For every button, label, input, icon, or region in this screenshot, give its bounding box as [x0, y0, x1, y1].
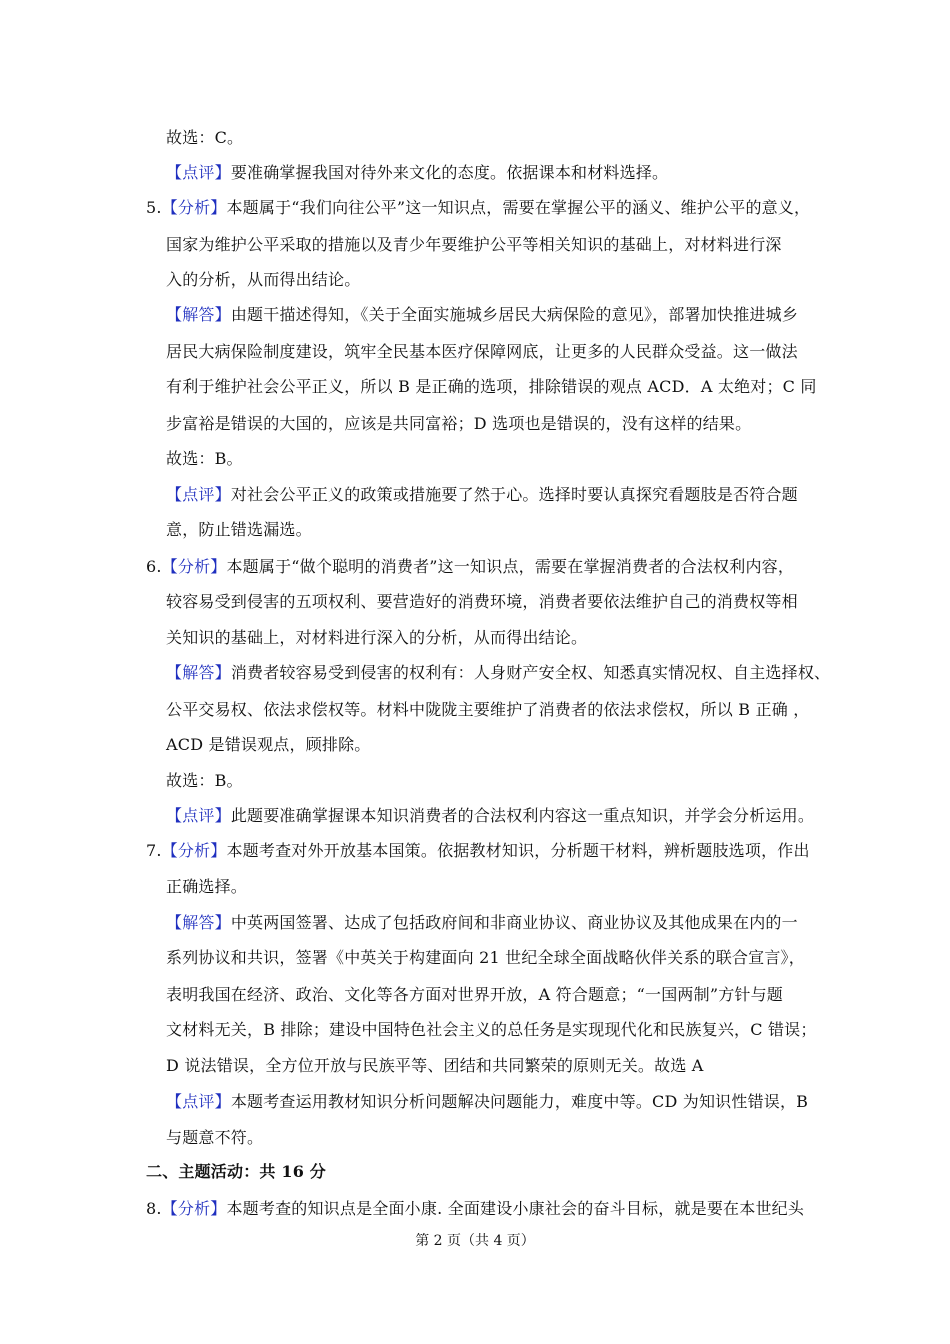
line-text: D 说法错误，全方位开放与民族平等、团结和共同繁荣的原则无关。故选 A [166, 1056, 704, 1075]
line-text: 关知识的基础上，对材料进行深入的分析，从而得出结论。 [166, 628, 588, 647]
question-number: 8. [146, 1199, 162, 1218]
text-line [146, 1199, 804, 1219]
line-text: 正确选择。 [166, 877, 248, 896]
text-line [146, 198, 810, 218]
text-line [146, 841, 810, 861]
section-tag: 【分析】 [161, 1199, 227, 1218]
line-text: ACD 是错误观点，顾排除。 [166, 735, 371, 754]
line-text: 由题干描述得知，《关于全面实施城乡居民大病保险的意见》，部署加快推进城乡 [230, 305, 799, 324]
line-text: 国家为维护公平采取的措施以及青少年要维护公平等相关知识的基础上，对材料进行深 [166, 235, 782, 254]
text-line [166, 628, 587, 648]
line-text: 表明我国在经济、政治、文化等各方面对世界开放，A 符合题意；“一国两制”方针与题 [166, 985, 784, 1004]
line-text: 公平交易权、依法求偿权等。材料中陇陇主要维护了消费者的依法求偿权，所以 B 正确 ， [166, 700, 810, 719]
page-footer: 第 2 页（共 4 页） [415, 1233, 535, 1249]
text-line [166, 485, 798, 505]
text-line [166, 1092, 808, 1112]
text-line [166, 414, 751, 434]
line-text: 本题属于“我们向往公平”这一知识点，需要在掌握公平的涵义、维护公平的意义， [226, 198, 811, 217]
line-text: 本题考查对外开放基本国策。依据教材知识，分析题干材料，辨析题肢选项，作出 [226, 841, 810, 860]
section-tag: 【解答】 [166, 913, 231, 932]
section-tag: 【分析】 [161, 557, 227, 576]
text-line [166, 771, 243, 791]
text-line [166, 913, 798, 933]
line-text: 居民大病保险制度建设，筑牢全民基本医疗保障网底，让更多的人民群众受益。这一做法 [166, 342, 798, 361]
line-text: 二、主题活动：共 16 分 [146, 1162, 327, 1181]
line-text: 步富裕是错误的大国的，应该是共同富裕；D 选项也是错误的，没有这样的结果。 [166, 414, 752, 433]
text-line [166, 948, 805, 968]
line-text: 意，防止错选漏选。 [166, 520, 312, 539]
question-number: 6. [146, 557, 162, 576]
line-text: 有利于维护社会公平正义，所以 B 是正确的选项，排除错误的观点 ACD．A 太绝对；C 同 [166, 377, 817, 396]
section-tag: 【点评】 [166, 1092, 231, 1111]
line-text: 故选：B。 [166, 771, 243, 790]
question-number: 5. [146, 198, 162, 217]
text-line [146, 557, 794, 577]
text-line [166, 735, 371, 755]
text-line [166, 877, 247, 897]
text-line [166, 700, 809, 720]
line-text: 入的分析，从而得出结论。 [166, 270, 361, 289]
section-tag: 【点评】 [166, 485, 231, 504]
question-number: 7. [146, 841, 162, 860]
line-text: 故选：C。 [166, 128, 244, 147]
text-line [166, 520, 312, 540]
text-line [146, 1162, 326, 1182]
line-text: 较容易受到侵害的五项权利、要营造好的消费环境，消费者要依法维护自己的消费权等相 [166, 592, 798, 611]
section-tag: 【点评】 [166, 806, 231, 825]
text-line [166, 806, 814, 826]
line-text: 故选：B。 [166, 449, 243, 468]
text-line [166, 377, 817, 397]
line-text: 本题属于“做个聪明的消费者”这一知识点，需要在掌握消费者的合法权利内容， [226, 557, 795, 576]
section-tag: 【解答】 [166, 663, 231, 682]
text-line [166, 449, 243, 469]
text-line [166, 1128, 263, 1148]
text-line [166, 663, 830, 683]
text-line [166, 163, 668, 183]
line-text: 对社会公平正义的政策或措施要了然于心。选择时要认真探究看题肢是否符合题 [230, 485, 798, 504]
line-text: 与题意不符。 [166, 1128, 264, 1147]
line-text: 要准确掌握我国对待外来文化的态度。依据课本和材料选择。 [230, 163, 669, 182]
text-line [166, 235, 782, 255]
section-tag: 【分析】 [161, 841, 227, 860]
line-text: 系列协议和共识，签署《中英关于构建面向 21 世纪全球全面战略伙伴关系的联合宣言》， [166, 948, 805, 967]
section-tag: 【解答】 [166, 305, 231, 324]
text-line [166, 305, 798, 325]
line-text: 本题考查运用教材知识分析问题解决问题能力，难度中等。CD 为知识性错误，B [230, 1092, 809, 1111]
text-line [166, 985, 783, 1005]
text-line [166, 592, 798, 612]
line-text: 中英两国签署、达成了包括政府间和非商业协议、商业协议及其他成果在内的一 [230, 913, 798, 932]
line-text: 此题要准确掌握课本知识消费者的合法权利内容这一重点知识，并学会分析运用。 [230, 806, 815, 825]
text-line [166, 342, 798, 362]
line-text: 文材料无关，B 排除；建设中国特色社会主义的总任务是实现现代化和民族复兴，C 错误； [166, 1020, 817, 1039]
section-tag: 【点评】 [166, 163, 231, 182]
text-line [166, 128, 243, 148]
text-line [166, 1056, 704, 1076]
section-tag: 【分析】 [161, 198, 227, 217]
text-line [166, 1020, 817, 1040]
line-text: 本题考查的知识点是全面小康. 全面建设小康社会的奋斗目标，就是要在本世纪头 [226, 1199, 805, 1218]
text-line [166, 270, 360, 290]
line-text: 消费者较容易受到侵害的权利有：人身财产安全权、知悉真实情况权、自主选择权、 [230, 663, 831, 682]
